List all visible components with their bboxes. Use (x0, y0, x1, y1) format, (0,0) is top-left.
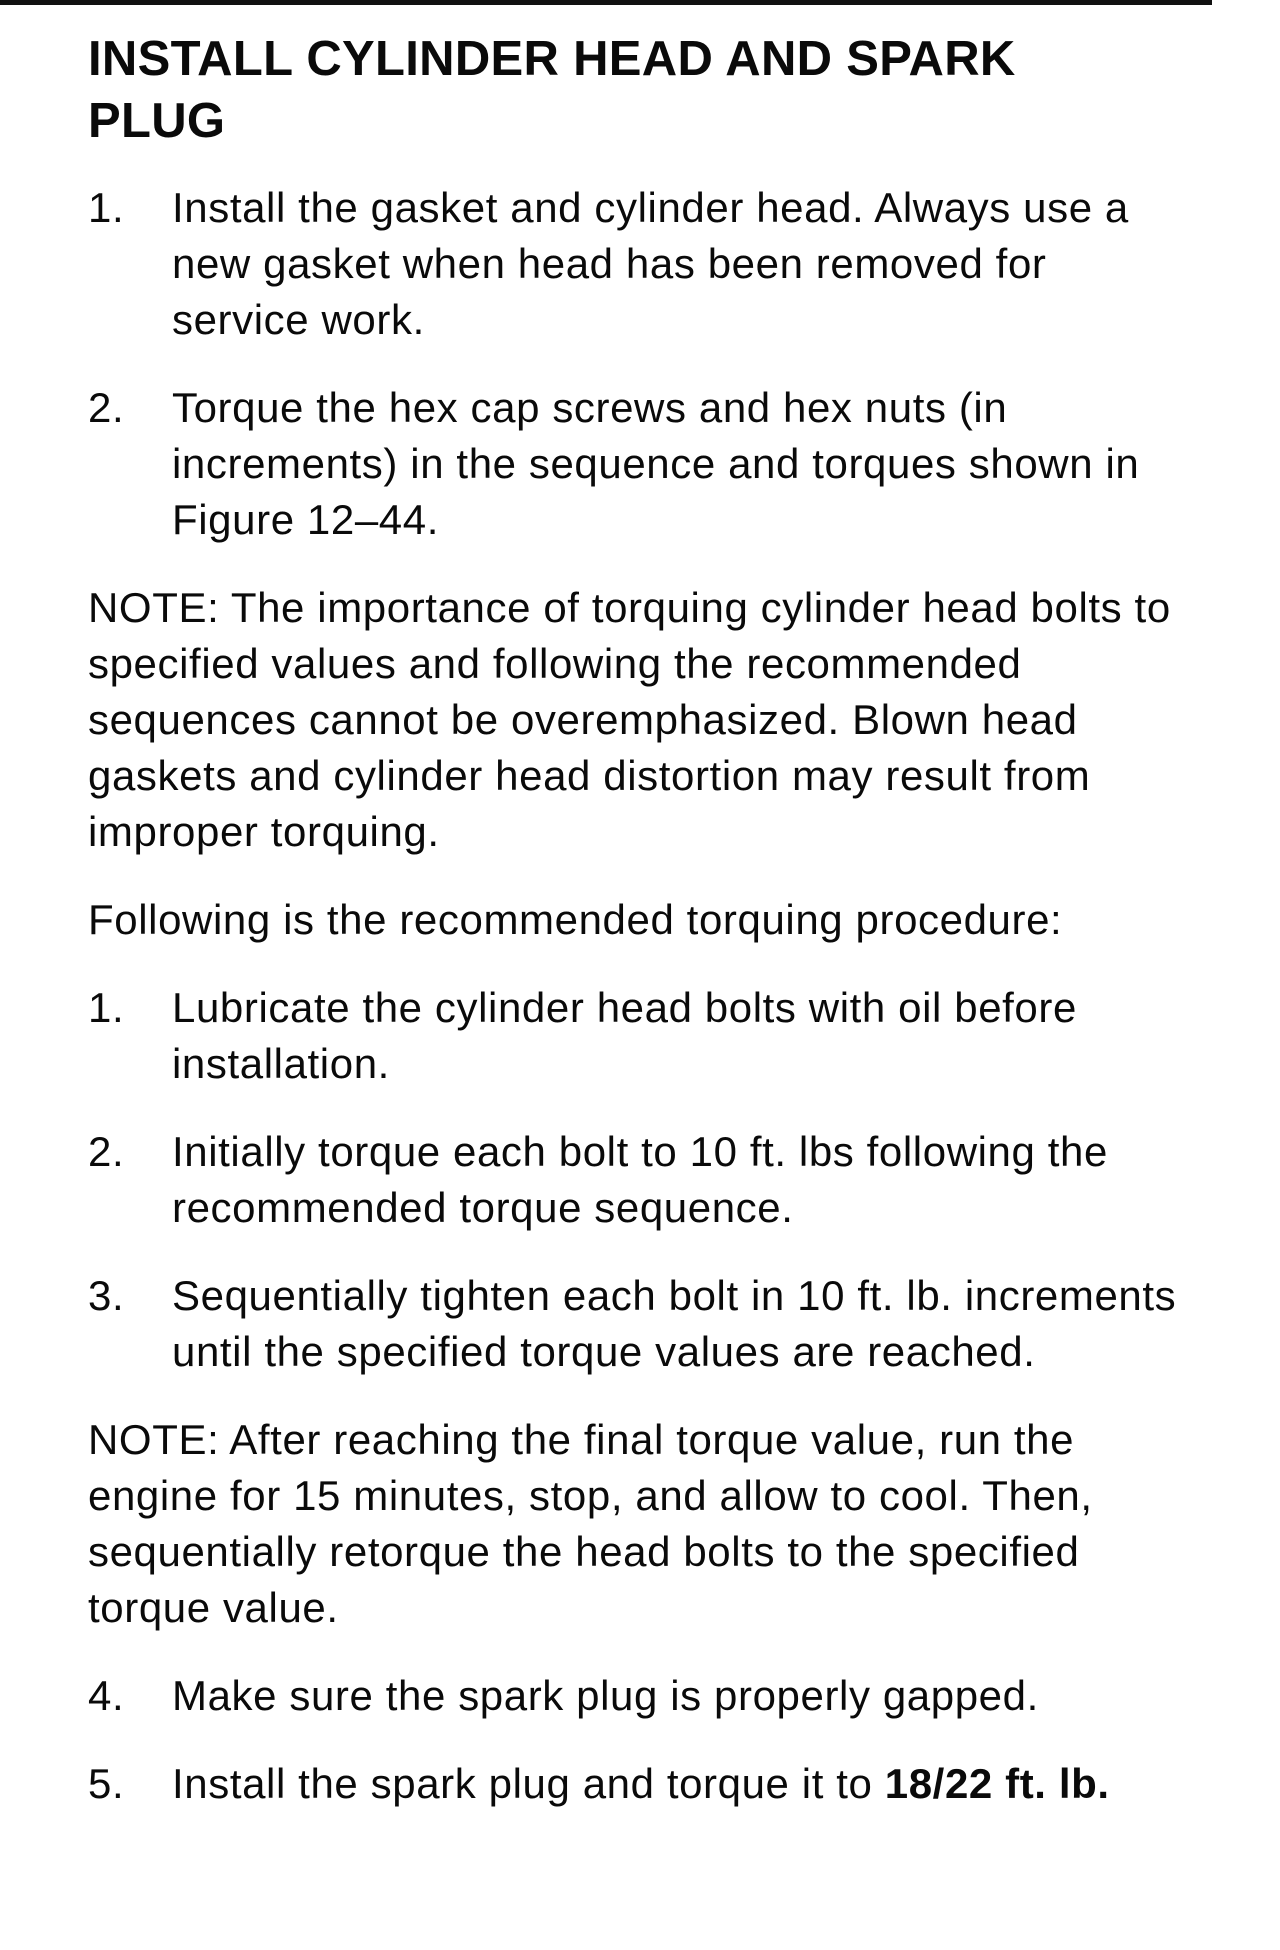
step-text: Lubricate the cylinder head bolts with oil before installation. (172, 984, 1077, 1087)
step-text: Torque the hex cap screws and hex nuts (in increments) in the sequence and torques shown in Figure 12–44. (172, 384, 1140, 543)
top-rule (0, 0, 1212, 5)
step-number: 2. (88, 384, 125, 431)
torque-step (88, 980, 1218, 1092)
step-number: 1. (88, 184, 125, 231)
torque-value: 18/22 ft. lb. (884, 1760, 1110, 1807)
note-paragraph: NOTE: The importance of torquing cylinder head bolts to specified values and following the recommended sequences cannot be overemphasized. Blown head gaskets and cylinder head distortion may result from improper torquing. (88, 584, 1171, 855)
step-number: 3. (88, 1272, 125, 1319)
step-number: 5. (88, 1760, 125, 1807)
section-title: INSTALL CYLINDER HEAD AND SPARK PLUG (88, 32, 1016, 148)
step-text: Sequentially tighten each bolt in 10 ft. lb. increments until the specified torque values are reached. (172, 1272, 1177, 1375)
final-step (88, 1756, 1218, 1812)
step-text: Initially torque each bolt to 10 ft. lbs following the recommended torque sequence. (172, 1128, 1108, 1231)
step-number: 4. (88, 1672, 125, 1719)
install-step (88, 180, 1218, 348)
note-paragraph: NOTE: After reaching the final torque value, run the engine for 15 minutes, stop, and allow to cool. Then, sequentially retorque the head bolts to the specified torque value. (88, 1416, 1093, 1631)
document-page (88, 28, 1218, 1844)
step-text-container (172, 1756, 1182, 1812)
torque-step (88, 1124, 1218, 1236)
install-step (88, 380, 1218, 548)
final-step (88, 1668, 1218, 1724)
step-number: 1. (88, 984, 125, 1031)
step-text: Make sure the spark plug is properly gapped. (172, 1672, 1039, 1719)
step-number: 2. (88, 1128, 125, 1175)
torque-step (88, 1268, 1218, 1380)
procedure-intro: Following is the recommended torquing procedure: (88, 896, 1063, 943)
step-text: Install the gasket and cylinder head. Always use a new gasket when head has been removed for service work. (172, 184, 1129, 343)
document-body (88, 180, 1218, 1812)
step-text: Install the spark plug and torque it to (172, 1760, 885, 1807)
